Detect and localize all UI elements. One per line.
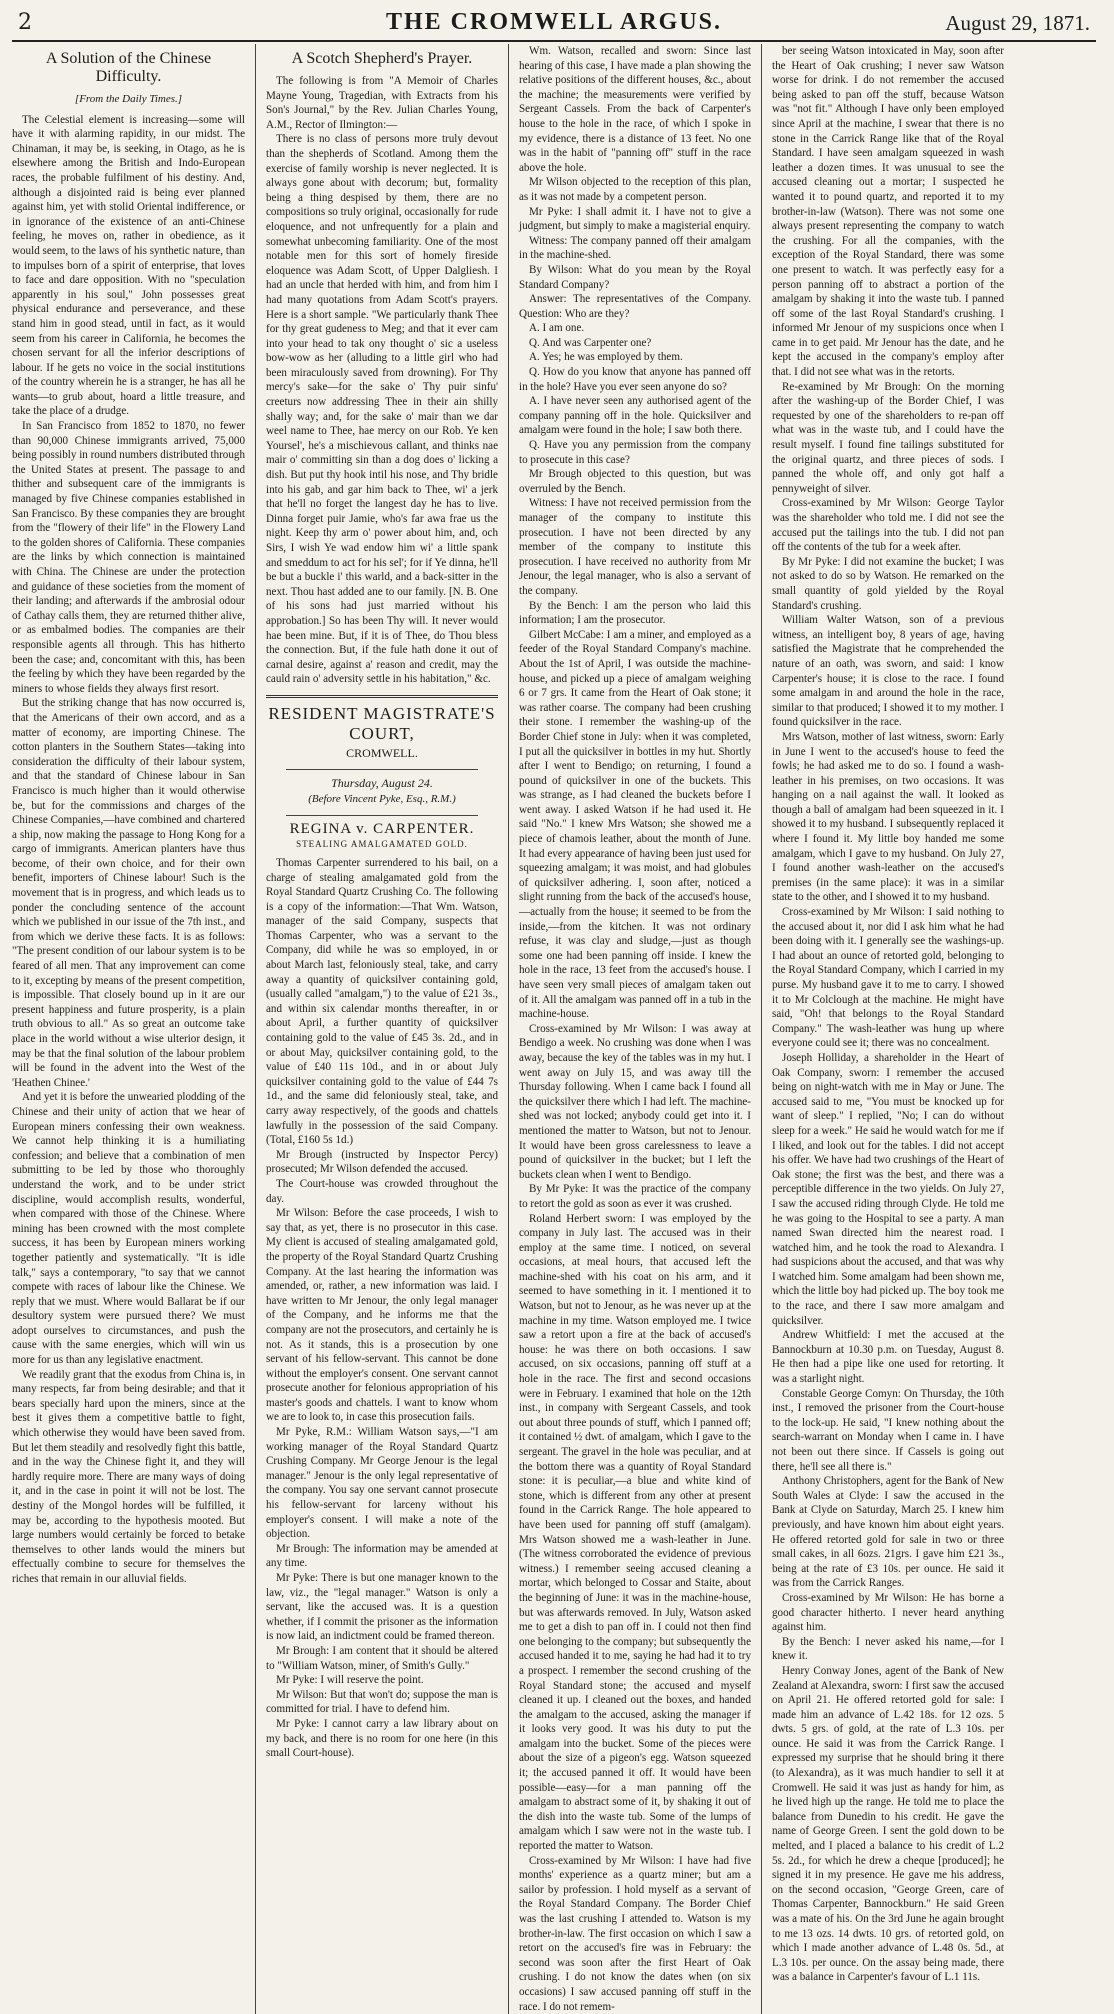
court-place: CROMWELL. — [346, 745, 418, 760]
paragraph: Anthony Christophers, agent for the Bank of New South Wales at Clyde: I saw the accused in the Bank at Clyde on Saturday, March 25. I knew him previously, and have known him about eight years. He offered retorted gold for sale in two or three small cakes, in all 6ozs. 21grs. I gave him £21 3s., being at the rate of £3 10s. per ounce. He said it was from the Carrick Ranges. — [772, 1475, 1004, 1590]
paragraph: Q. And was Carpenter one? — [529, 336, 652, 349]
column-2 — [266, 44, 498, 2014]
paragraph: Constable George Comyn: On Thursday, the 10th inst., I removed the prisoner from the Court-house to the lock-up. He said, "I knew nothing about the search-warrant on Monday when I came in. I have not been out there since. If Cassels is going out there, he'll see all there is." — [772, 1387, 1004, 1473]
paragraph: Cross-examined by Mr Wilson: I was away at Bendigo a week. No crushing was done when I was away, because the key of the tables was in my hut. I went away on July 15, and was away till the Thursday following. When I came back I found all the quicksilver there which I had left. The machine-shed was not locked; anybody could get into it. I mentioned the matter to Watson, but not to Jenour. It would have been gross carelessness to leave a pound of quicksilver in the bucket; but I left the buckets clean when I went to Bendigo. — [519, 1022, 751, 1181]
paragraph: Mr Brough: I am content that it should be altered to "William Watson, miner, of Smith's Gully." — [266, 1644, 498, 1672]
paragraph: Andrew Whitfield: I met the accused at the Bannockburn at 10.30 p.m. on Tuesday, August 8. He then had a pipe like one used for retorting. It was a starlight night. — [772, 1329, 1004, 1386]
paragraph: Answer: The representatives of the Company. Question: Who are they? — [519, 293, 751, 320]
paragraph: Henry Conway Jones, agent of the Bank of New Zealand at Alexandra, sworn: I first saw the accused on April 21. He offered retorted gold for sale: I made him an advance of L.42 18s. for 12 ozs. 5 dwts. 5 grs. of gold, at the rate of L.3 10s. per ounce. He said it was from the Carrick Range. I expressed my surprise that he should bring it there (to Alexandra), as it was much handier to sell it at Cromwell. He said it was just as handy for him, as he lived high up the range. He told me to place the balance from Dunedin to his credit. He gave the name of George Green. I sent the gold down to be melted, and I placed a balance to his credit of L.2 5s. 2d., for which he drew a cheque [produced]; he signed it in my presence. He gave me his address, on the second occasion, "George Green, care of Thomas Carpenter, Bannockburn." He said Green was a mate of his. On the 3rd June he again brought to me 13 ozs. 14 dwts. 10 grs. of retorted gold, on which I made another advance of L.48 0s. 5d., at L.3 10s. per ounce. On the assay being made, there was a balance in Carpenter's favour of L.1 11s. — [772, 1664, 1004, 1984]
paragraph: Cross-examined by Mr Wilson: I have had five months' experience as a quartz miner; but am a sailor by profession. I hold myself as a servant of the Royal Standard Company. The Border Chief was the last crushing I attended to. Watson is my brother-in-law. The first occasion on which I saw a retort on the accused's fire was in February: the second was soon after the first Heart of Oak crushing. I do not know the dates when (on six occasions) I saw accused panning off stuff in the race. I do not remem- — [519, 1854, 751, 2013]
paragraph: By the Bench: I am the person who laid this information; I am the prosecutor. — [519, 599, 751, 627]
paragraph: Mr Pyke: I shall admit it. I have not to give a judgment, but simply to make a magisterial enquiry. — [519, 205, 751, 233]
paragraph: By the Bench: I never asked his name,—for I knew it. — [772, 1635, 1004, 1663]
column-4 — [772, 44, 1004, 2014]
paragraph: ber seeing Watson intoxicated in May, soon after the Heart of Oak crushing; I never saw Watson worse for drink. I do not remember the accused being asked to pan off the stuff, because Watson was "not fit." Although I have only been employed since April at the machine, I swear that there is no stone in the Carrick Range like that of the Royal Standard. I have seen amalgam squeezed in wash leather a dozen times. It was unusual to see the accused cleaning out a mortar; I suspected he wanted it to pound quartz, and reported it to my brother-in-law (Watson). There was not some one always present representing the company to watch the crushing. For all the companies, with the exception of the Royal Standard, there was some one present to watch. It was perfectly easy for a person panning off to abstract a portion of the amalgam by shaking it into the waste tub. I panned off some of the last Royal Standard's crushing. I informed Mr Jenour of my suspicions once when I came in to get paid. Mr Jenour has the date, and he kept the accused in the company's employ after that. I did not see what was in the retorts. — [772, 45, 1004, 379]
case-title: REGINA v. CARPENTER. — [289, 820, 475, 837]
column-rule — [255, 44, 256, 2014]
paragraph: Mr Pyke, R.M.: William Watson says,—"I am working manager of the Royal Standard Quartz Crushing Company. Mr George Jenour is the legal manager." Jenour is the only legal representative of the company. You say one servant cannot prosecute his fellow-servant for larceny without his employer's consent. I will make a note of the objection. — [266, 1426, 498, 1541]
case-subtitle: STEALING AMALGAMATED GOLD. — [296, 839, 468, 850]
paragraph: But the striking change that has now occurred is, that the Americans of their own accord, and as a matter of economy, are importing Chinese. The cotton planters in the Southern States—taking into consideration the difficulty of their labour system, and that the standard of Chinese labour in San Francisco is much higher than it would otherwise be, but for the commissions and charges of the Chinese Companies,—have combined and chartered a ship, now making the passage to Hong Kong for a cargo of immigrants. American planters have thus become, of their own choice, and for their own benefit, importers of Chinese labour! Such is the movement that is in progress, and which leads us to ponder the concluding sentence of the account which we published in our issue of the 7th inst., and from which we derive these facts. It is as follows: "The present condition of our labour system is to be feared of all men. That any improvement can come to it, excepting by means of the present competition, is impossible. That closely bound up in it are our present happiness and future prosperity, is a plain truth obvious to all." As so great an outcome take place in the world without a wise ulterior design, it may be that the final solution of the labour problem will be found in the advent into the West of the 'Heathen Chinee.' — [12, 697, 245, 1089]
paragraph: Cross-examined by Mr Wilson: George Taylor was the shareholder who told me. I did not see the accused put the tailings into the tub. I did not pan off the contents of the tub for a week after. — [772, 497, 1004, 554]
paragraph: Q. Have you any permission from the company to prosecute in this case? — [519, 439, 751, 466]
paragraph: Cross-examined by Mr Wilson: I said nothing to the accused about it, nor did I ask him what he had been doing with it. I generally see the washings-up. I had about an ounce of retorted gold, belonging to the Royal Standard Company, which I carried in my purse. My husband gave it to me to carry. I showed it to Mr Colclough at the machine. He might have said, "Oh! that belongs to the Royal Standard Company." The wash-leather was hung up where everyone could see it; there was no concealment. — [772, 906, 1004, 1050]
paragraph: Mr Brough (instructed by Inspector Percy) prosecuted; Mr Wilson defended the accused. — [266, 1148, 498, 1176]
paragraph: By Wilson: What do you mean by the Royal Standard Company? — [519, 263, 751, 291]
paragraph: A. Yes; he was employed by them. — [529, 351, 683, 364]
paragraph: The Court-house was crowded throughout the day. — [266, 1177, 498, 1205]
paragraph: The following is from "A Memoir of Charles Mayne Young, Tragedian, with Extracts from his Son's Journal," by the Rev. Julian Charles Young, A.M., Rector of Ilmington:— — [266, 75, 498, 131]
court-magistrate: (Before Vincent Pyke, Esq., R.M.) — [308, 793, 456, 806]
paragraph: Witness: I have not received permission from the manager of the company to institute this prosecution. I have not been directed by any member of the company to institute this prosecution. I have received no authority from Mr Jenour, the legal manager, who is also a servant of the company. — [519, 497, 751, 597]
paragraph: William Walter Watson, son of a previous witness, an intelligent boy, 8 years of age, having satisfied the Magistrate that he comprehended the nature of an oath, was sworn, and said: I know Carpenter's house; it is close to the race. I found some amalgam in and around the hole in the race, similar to that produced; I showed it to my mother. I found quicksilver in the race. — [772, 614, 1005, 729]
column-3 — [519, 44, 751, 2014]
case-body-continued — [519, 44, 751, 2014]
article-body-chinese — [12, 113, 245, 1587]
paragraph: Cross-examined by Mr Wilson: He has borne a good character hitherto. I never heard anything against him. — [772, 1591, 1004, 1634]
columns — [12, 44, 1096, 2013]
column-rule — [761, 44, 762, 2014]
court-rule — [286, 769, 478, 770]
paragraph: Mr Wilson: Before the case proceeds, I wish to say that, as yet, there is no prosecutor in this case. My client is accused of stealing amalgamated gold, the property of the Royal Standard Quartz Crushing Company. At the last hearing the information was amended, or, rather, a new information was laid. I have written to Mr Jenour, the only legal manager of the Company, and he informs me that the company are not the prosecutors, and certainly he is not. As it stands, this is a prosecution by one servant of his fellow-servant. This cannot be done without the employer's consent. One servant cannot prosecute another for felonious appropriation of his master's goods and chattels. I want to know whom we are to look to, in case this prosecution fails. — [266, 1207, 498, 1424]
paragraph: There is no class of persons more truly devout than the shepherds of Scotland. Among them the exercise of family worship is never neglected. It is always gone about with decorum; but, formality being a thing despised by them, there are no compositions so truly original, occasionally for rude eloquence, and not unfrequently for a plain and somewhat unbecoming familiarity. One of the most notable men for this sort of homely fireside eloquence was Adam Scott, of Upper Dalgliesh. I had an uncle that herded with him, and from him I had many quotations from Adam Scott's prayers. Here is a short sample. "We particularly thank Thee for thy great gudeness to Meg; and that it ever cam into your head to tak ony thought o' sic a useless bow-wow as her (alluding to a little girl who had been miraculously saved from drowning). For Thy mercy's sake—for the sake o' Thy puir sinfu' creeturs now addressing Thee in their ain shilly shally way; and, for the sake o' mair than we dar weel name to Thee, hae mercy on our Rob. Ye ken Yoursel', he's a mischievous callant, and thinks nae mair o' committing sin than a dog does o' licking a dish. But put thy hook intil his nose, and Thy bridle into his gab, and gar him back to Thee, wi' a jerk that he'll no forget the langest day he has to live. Dinna forget puir Jamie, who's far awa frae us the night. Keep thy arm o' power about him, and, och Sirs, I wish Ye wad endow him wi' a little spank and smeddum to act for his sel'; for if Ye dinna, he'll be but a buckle i' this warld, and a back-sitter in the next. Thou hast added ane to our family. [N. B. One of his sons had just married without his approbation.] So has been Thy will. It never would hae been mine. But, if it is of Thee, do Thou bless the connection. But, if the fule hath done it out of carnal desire, against a' reason and credit, may the cauld rain o' adversity settle in his habitation," &c. — [266, 133, 498, 686]
article-source: [From the Daily Times.] — [74, 93, 183, 105]
paragraph: In San Francisco from 1852 to 1870, no fewer than 90,000 Chinese immigrants arrived, 75,000 being possibly in round numbers distributed through the United States at present. The passage to and thither and subsequent care of the immigrants is managed by five Chinese companies established in San Francisco. By these companies they are brought from the "flowery of their life" in the Flowery Land to the golden shores of California. These companies are the links by which connection is maintained with China. The Chinese are under the protection and guidance of these societies from the moment of their landing; and afterwards if the ambrosial odour of Cathay calls them, they are returned thither alive, or as embalmed bodies. The companies are their responsible agents all through. This has hitherto been the case; and, concomitant with this, has been the feeling by which they have been regarded by the miners to whose fields they always first resort. — [12, 420, 245, 695]
column-1 — [12, 44, 245, 2014]
paragraph: Thomas Carpenter surrendered to his bail, on a charge of stealing amalgamated gold from the Royal Standard Quartz Crushing Co. The following is a copy of the information:—That Wm. Watson, manager of the said Company, suspects that Thomas Carpenter, who was a servant to the Company, did while he was so employed, in or about March last, feloniously steal, take, and carry away a quantity of quicksilver containing gold, (usually called "amalgam,") to the value of £21 3s., and within six calendar months thereafter, in or about April, a further quantity of quicksilver containing gold to the value of £45 3s. 2d., and in or about May, quicksilver containing gold, to the value of £40 11s 10d., and in or about July quicksilver containing gold to the value of £44 7s 1d., and the same did feloniously steal, take, and carry away respectively, of the goods and chattels lawfully in the possession of the said Company. (Total, £160 5s 1d.) — [266, 856, 498, 1147]
paragraph: Wm. Watson, recalled and sworn: Since last hearing of this case, I have made a plan showing the relative positions of the different houses, &c., about the machine; the measurements were verified by Sergeant Cassels. From the back of Carpenter's house to the hole in the race, of which I spoke in my evidence, there is a distance of 13 feet. No one was in the habit of "panning off" stuff in the race above the hole. — [519, 45, 751, 174]
paragraph: We readily grant that the exodus from China is, in many respects, far from being desirable; and that it bears specially hard upon the miners, since at the best it gives them a competitive battle to fight, which otherwise they would have been saved from. But let them steadily and resolvedly fight this battle, and in the way the Chinese fight it, and they will hardly require more. There are many ways of doing it, and in the case in point it will not be lost. The destiny of the Mongol hordes will be fulfilled, it may be, according to the hypothesis mooted. But large numbers would certainly be forced to betake themselves to other lands would the miners but effectually combine to secure for themselves the riches that remain in our alluvial fields. — [12, 1368, 245, 1585]
paragraph: A. I am one. — [529, 322, 585, 335]
court-rule-2 — [286, 815, 478, 816]
masthead — [12, 6, 1096, 42]
paragraph: Q. How do you know that anyone has panned off in the hole? Have you ever seen anyone do so? — [519, 366, 751, 393]
paragraph: Mr Wilson objected to the reception of this plan, as it was not made by a competent person. — [519, 176, 751, 203]
paragraph: The Celestial element is increasing—some will have it with alarming rapidity, in our midst. The Chinaman, it may be, is seeking, in Otago, as he is elsewhere among the British and Indo-European races, the probable fulfilment of his destiny. And, although a disjointed raid is being ever planned against him, yet with stolid Oriental indifference, or in ignorance of the existence of an anti-Chinese feeling, he moves on, rather in obedience, as it would seem, to the laws of his synthetic nature, than to impulses born of a spirit of enterprise, that loves to face and dare opposition. With no "speculation apparently in his soul," John possesses great physical endurance and perseverance, and these stand him in good stead, until in fact, as it would seem from his career in California, he becomes the chosen servant for all the inferior descriptions of labour. If he gets no voice in the social institutions of the country wherein he is a stranger, he has all he wants—to grub about, hoard a little treasure, and take the place of a drudge. — [12, 113, 245, 418]
paragraph: A. I have never seen any authorised agent of the company panning off in the hole. Quicksilver and amalgam were found in the hole; I saw both there. — [519, 395, 751, 437]
paragraph: Mrs Watson, mother of last witness, sworn: Early in June I went to the accused's house to feed the fowls; he had asked me to do so. I found a wash-leather in his premises, on two occasions. It was hanging on a nail against the wall. It looked as though a ball of amalgam had been squeezed in it. I showed it to my husband. I subsequently replaced it where I found it. My little boy handed me some amalgam, which I gave to my husband. On July 27, I found another wash-leather on the accused's premises (in the same place): it was in a similar state to the other, and I showed it to my husband. — [772, 730, 1004, 904]
article-heading-chinese: A Solution of the Chinese Difficulty. — [45, 50, 212, 85]
court-heading: RESIDENT MAGISTRATE'S COURT, — [268, 703, 496, 743]
paragraph: Gilbert McCabe: I am a miner, and employed as a feeder of the Royal Standard Company's machine. About the 1st of April, I was outside the machine-house, and picked up a piece of amalgam weighing 6 or 7 grs. It came from the Heart of Oak stone; it was rather coarse. The company had been crushing their stone. I remember the washing-up of the Border Chief stone in July: when it was completed, I put all the quicksilver in bottles in my hut. Shortly after I went to Bendigo; on returning, I found a pound of quicksilver in one of the buckets. This was strange, as I had cleaned the buckets before I went away. I asked Watson if he had used it. He said "No." I knew Mrs Watson; she showed me a piece of chamois leather, about the month of June. It had every appearance of having been just used for squeezing amalgam; it was moist, and had globules of quicksilver adhering. I, soon after, noticed a slight running from the back of the accused's house,—actually from the house; it seemed to be from the inside,—from the kitchen. It was not ordinary refuse, it was clay and sludge,—just as though some one had been panning off inside. I knew the hole in the race, 13 feet from the accused's house. I have seen very small pieces of amalgam taken out of it. All the amalgam was panned off in a tub in the machine-house. — [519, 628, 751, 1021]
paragraph: Mr Brough objected to this question, but was overruled by the Bench. — [519, 468, 751, 495]
case-body — [266, 856, 498, 1761]
paragraph: Roland Herbert sworn: I was employed by the company in July last. The accused was in their employ at the same time. I noticed, on several occasions, at meal hours, that accused left the machine-shed with his coat on his arm, and it seemed to have something in it. I mentioned it to Watson, but not to Jenour, as he was never up at the machine in my time. Watson employed me. I twice saw a retort upon a fire at the back of accused's house: he was there on both occasions. I saw accused, on six occasions, panning off stuff at a hole in the race. The first and second occasions were in February. I examined that hole on the 12th inst., in company with Sergeant Cassels, and took out about three pounds of stuff, which I panned off; it contained ½ dwt. of amalgam, which I gave to the sergeant. The gravel in the hole was peculiar, and at the bottom there was a quantity of Royal Standard stone: it is peculiar,—a blue and white kind of stone, which is different from any other at present found in the Carrick Range. The hole appeared to have been used for panning off stuff (amalgam). Mrs Watson showed me a wash-leather in June. (The witness corroborated the evidence of previous witness.) I remember seeing accused cleaning a mortar, which belonged to Cossar and Staite, about the beginning of June: it was in the machine-house, but was afterwards removed. In July, Watson asked me to get a dish to pan off in. I could not then find one belonging to the company; but subsequently the accused handed it to me, saying he had had it to try a prospect. I remember the second crushing of the Royal Standard stone; the accused and myself cleaned it up. I cleaned out the boxes, and handed the amalgam to the accused, asking the manager if it looks very good. It was his duty to put the amalgam into the bucket. Some of the pieces were about the size of a pigeon's egg. Watson squeezed it; the accused panned it off. It would have been possible—easy—for a man panning off the amalgam to abstract some of it, by shaking it out of the dish into the waste tub. Some of the lumps of amalgam which I saw were not in the waste tub. I reported the matter to Watson. — [519, 1212, 751, 1853]
paragraph: Mr Pyke: I will reserve the point. — [276, 1674, 424, 1687]
paragraph: Joseph Holliday, a shareholder in the Heart of Oak Company, sworn: I remember the accused being on night-watch with me in May or June. The accused said to me, "You must be knocked up for want of sleep." I replied, "No; I can do without sleep for a week." He said he would watch for me if I liked, and look out for the tables. I did not accept his offer. We have had two crushings of the Heart of Oak stone; the first was the best, and there was a perceptible difference in the two yields. On July 27, I saw the accused riding through Clyde. He told me he was going to the Hospital to see a party. A man named Swan directed him the nearest road. I watched him, and he took the road to Alexandra. I had suspicions about the accused, and that was why I watched him. Some amalgam had been shown me, which the little boy had picked up. The boy took me to the race, and there I saw more amalgam and quicksilver. — [772, 1051, 1004, 1327]
paragraph: Mr Pyke: I cannot carry a law library about on my back, and there is no room for one here (in this small Court-house). — [266, 1717, 498, 1760]
paragraph: Mr Wilson: But that won't do; suppose the man is committed for trial. I have to defend him. — [266, 1688, 498, 1716]
page-number: 2 — [18, 10, 32, 35]
court-date: Thursday, August 24. — [331, 775, 433, 790]
paragraph: Mr Brough: The information may be amended at any time. — [266, 1542, 498, 1570]
newspaper-title: THE CROMWELL ARGUS. — [385, 9, 723, 35]
paragraph: Witness: The company panned off their amalgam in the machine-shed. — [519, 234, 751, 262]
case-body-continued-2 — [772, 44, 1004, 1985]
paragraph: By Mr Pyke: I did not examine the bucket; I was not asked to do so by Watson. He remarked on the small quantity of gold yielded by the Royal Standard's crushing. — [772, 555, 1004, 612]
column-rule — [508, 44, 509, 2014]
paragraph: Re-examined by Mr Brough: On the morning after the washing-up of the Border Chief, I was requested by one of the shareholders to re-pan off what was in the waste tub, and I could have the result myself. I found fine tailings substituted for the original quartz, and three pieces of sods. I panned the whole off, and only got half a pennyweight of silver. — [772, 380, 1004, 495]
paragraph: Mr Pyke: There is but one manager known to the law, viz., the "legal manager." Watson is only a servant, like the accused was. It is a question whether, if I commit the prisoner as the information is now laid, an indictment could be framed thereon. — [266, 1572, 498, 1643]
article-body-prayer — [266, 74, 498, 687]
issue-date: August 29, 1871. — [945, 11, 1090, 35]
article-heading-prayer: A Scotch Shepherd's Prayer. — [291, 50, 473, 67]
section-divider — [266, 695, 498, 698]
paragraph: By Mr Pyke: It was the practice of the company to retort the gold as soon as ever it was crushed. — [519, 1183, 751, 1210]
paragraph: And yet it is before the unwearied plodding of the Chinese and their unity of action that we hear of European miners confessing their own weakness. We cannot help thinking it is a humiliating confession; and believe that a combination of men submitting to be led by those who thoroughly understand the work, and to be under strict discipline, would accomplish results, wonderful, when compared with those of the Chinese. Where mining has been crowned with the most complete success, it has been by European miners working together patiently and systematically. "It is idle talk," says a contemporary, "to say that we cannot compete with races of labour like the Chinese. We reply that we must. Where would Ballarat be if our desultory system were pursued there? We must adopt ourselves to circumstances, and push the cause with the same energies, which will win us more for us than any legislative enactment. — [12, 1091, 245, 1367]
